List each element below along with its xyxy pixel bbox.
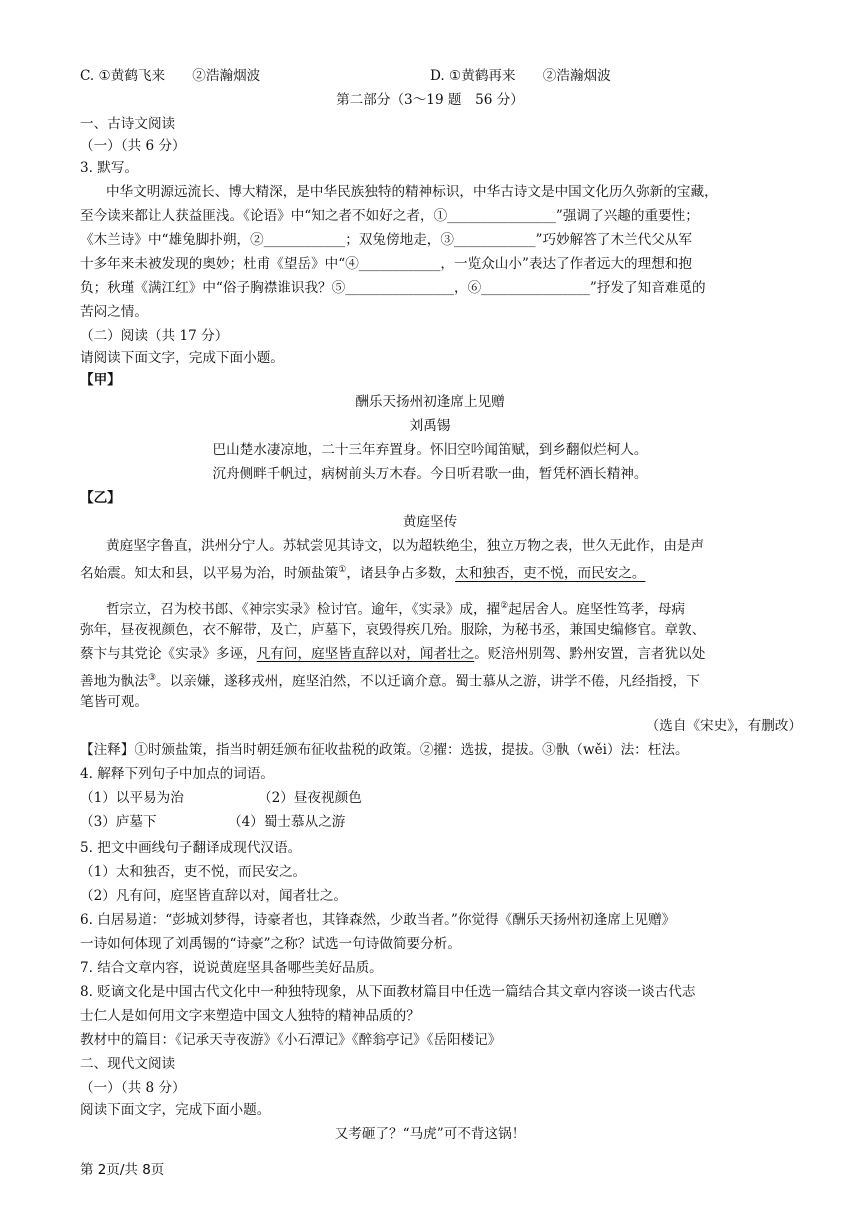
question-8: 8. 贬谪文化是中国古代文化中一种独特现象，从下面教材篇目中任选一篇结合其文章内容谈一谈古代志	[80, 984, 696, 1000]
paragraph-line: 黄庭坚字鲁直，洪州分宁人。苏轼尝见其诗文，以为超轶绝尘，独立万物之表，世久无此作，由是声	[106, 538, 705, 554]
text-segment: 。贬涪州别驾、黔州安置，言者犹以处	[474, 646, 706, 662]
paragraph-line: 十多年来未被发现的奥妙；杜甫《望岳》中“④____________，一览众山小”表达了作者远大的理想和抱	[80, 256, 693, 272]
paragraph-line	[106, 596, 685, 620]
paragraph-line: 苦闷之情。	[80, 304, 148, 320]
note-marker: ②	[500, 601, 509, 611]
paragraph-line	[80, 560, 645, 584]
text-segment: 哲宗立，召为校书郎、《神宗实录》检讨官。逾年，《实录》成，擢	[106, 601, 501, 618]
paragraph-line: 中华文明源远流长、博大精深，是中华民族独特的精神标识，中华古诗文是中国文化历久弥新的宝藏，	[106, 184, 718, 200]
subsection-heading: （一）（共 8 分）	[80, 1080, 186, 1096]
paragraph-line	[80, 644, 705, 664]
section-heading: 一、古诗文阅读	[80, 116, 176, 132]
text-segment: 蔡卞与其党论《实录》多诬，	[80, 646, 257, 662]
question-8-cont: 士仁人是如何用文字来塑造中国文人独特的精神品质的？	[80, 1008, 420, 1024]
subsection-heading: （二）阅读（共 17 分）	[80, 328, 229, 344]
option-c: C. ①黄鹤飞来 ②浩瀚烟波	[80, 68, 261, 84]
textbook-list: 教材中的篇目：《记承天寺夜游》《小石潭记》《醉翁亭记》《岳阳楼记》	[80, 1032, 502, 1048]
question-4: 4. 解释下列句子中加点的词语。	[80, 766, 275, 782]
question-7: 7. 结合文章内容，说说黄庭坚具备哪些美好品质。	[80, 960, 383, 976]
question-item: （2）凡有问，庭坚皆直辞以对，闻者壮之。	[80, 888, 347, 904]
paragraph-line: 负；秋瑾《满江红》中“俗子胸襟谁识我？⑤________________，⑥________________”抒发了知音难觅的	[80, 280, 706, 296]
text-segment: 名始震。知太和县，以平易为治，时颁盐策	[80, 565, 339, 582]
question-6-cont: 一诗如何体现了刘禹锡的“诗豪”之称？试选一句诗做简要分析。	[80, 936, 461, 952]
paragraph-line: 至今读来都让人获益匪浅。《论语》中“知之者不如好之者，①________________”强调了兴趣的重要性；	[80, 208, 699, 224]
underlined-sentence: 太和独否，吏不悦，而民安之。	[455, 565, 646, 582]
poem-author: 刘禹锡	[409, 418, 451, 434]
poem-line: 巴山楚水凄凉地，二十三年弃置身。怀旧空吟闻笛赋，到乡翻似烂柯人。	[212, 442, 648, 458]
option-d: D. ①黄鹤再来 ②浩瀚烟波	[430, 68, 611, 84]
note-marker: ③	[147, 673, 157, 683]
question-item: （2）昼夜视颜色	[258, 790, 362, 806]
paragraph-line	[80, 668, 700, 692]
poem-title: 酬乐天扬州初逢席上见赠	[355, 394, 505, 410]
question-6: 6. 白居易道：“彭城刘梦得，诗豪者也，其锋森然，少敢当者。”你觉得《酬乐天扬州初逢席上见赠》	[80, 912, 676, 928]
question-3: 3. 默写。	[80, 160, 139, 176]
part-title: 第二部分（3～19 题 56 分）	[336, 92, 524, 108]
subsection-heading: （一）（共 6 分）	[80, 138, 186, 154]
question-item: （4）蜀士慕从之游	[228, 814, 346, 830]
text-segment: 起居舍人。庭坚性笃孝，母病	[508, 601, 686, 618]
question-item: （3）庐墓下	[80, 814, 157, 830]
text-segment: 。以亲嫌，遂移戎州，庭坚泊然，不以迁谪介意。蜀士慕从之游，讲学不倦，凡经指授，下	[156, 673, 700, 690]
instruction: 请阅读下面文字，完成下面小题。	[80, 350, 284, 366]
question-item: （1）太和独否，吏不悦，而民安之。	[80, 864, 307, 880]
annotation: 【注释】①时颁盐策，指当时朝廷颁布征收盐税的政策。②擢：选拔，提拔。③骫（wěi）法：枉法。	[80, 742, 689, 758]
text-segment: ，诸县争占多数，	[346, 565, 456, 582]
question-5: 5. 把文中画线句子翻译成现代汉语。	[80, 840, 302, 856]
section-heading: 二、现代文阅读	[80, 1056, 176, 1072]
paragraph-line: 《木兰诗》中“雄兔脚扑朔，②____________；双兔傍地走，③____________”巧妙解答了木兰代父从军	[80, 232, 693, 248]
note-marker: ①	[338, 565, 347, 575]
prose-title: 黄庭坚传	[402, 514, 458, 530]
poem-line: 沉舟侧畔千帆过，病树前头万木春。今日听君歌一曲，暂凭杯酒长精神。	[212, 466, 648, 482]
passage-label-jia: 【甲】	[80, 372, 121, 388]
paragraph-line: 弥年，昼夜视颜色，衣不解带，及亡，庐墓下，哀毁得疾几殆。服除，为秘书丞，兼国史编修官。章敦、	[80, 622, 706, 638]
page-footer: 第 2页/共 8页	[80, 1162, 165, 1178]
paragraph-line: 笔皆可观。	[80, 694, 148, 710]
article-title: 又考砸了？“马虎”可不背这锅！	[334, 1126, 526, 1142]
question-item: （1）以平易为治	[80, 790, 184, 806]
instruction: 阅读下面文字，完成下面小题。	[80, 1102, 271, 1118]
underlined-sentence: 凡有问，庭坚皆直辞以对，闻者壮之	[256, 646, 475, 662]
source-note: （选自《宋史》，有删改）	[645, 718, 802, 734]
passage-label-yi: 【乙】	[80, 490, 121, 506]
text-segment: 善地为骫法	[80, 673, 148, 690]
